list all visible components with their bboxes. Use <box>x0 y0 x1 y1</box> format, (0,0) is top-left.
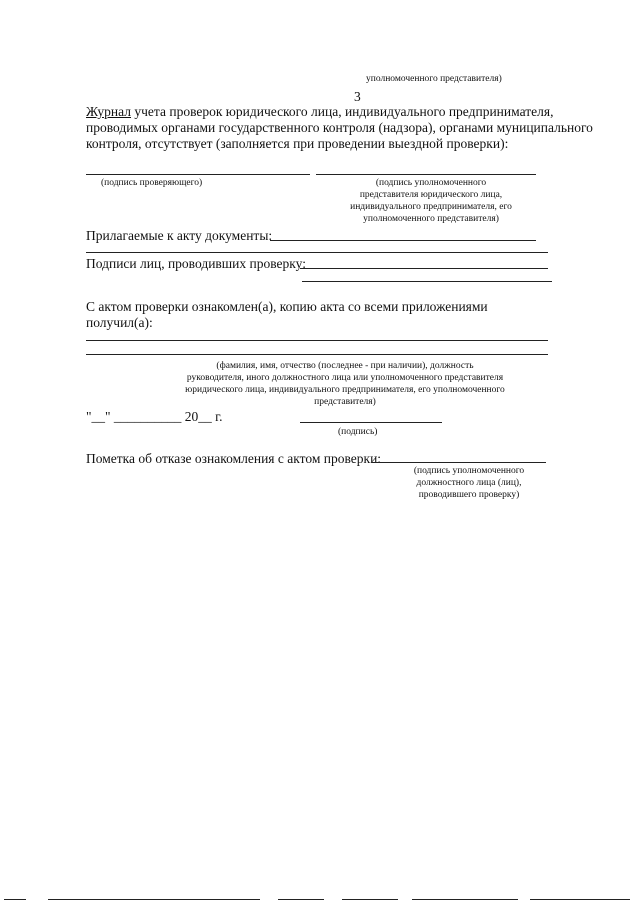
refusal-signature-line[interactable] <box>372 462 546 463</box>
inspectors-signatures-label: Подписи лиц, проводивших проверку: <box>86 256 306 271</box>
attached-docs-line-2[interactable] <box>86 252 548 253</box>
refusal-label: Пометка об отказе ознакомления с актом проверки: <box>86 451 382 466</box>
inspector-caption: (подпись проверяющего) <box>101 178 203 188</box>
attached-docs-line-1[interactable] <box>270 240 536 241</box>
attached-docs-label: Прилагаемые к акту документы: <box>86 228 273 243</box>
journal-line-1-rest: учета проверок юридического лица, индивидуального предпринимателя, <box>131 104 554 119</box>
acquainted-caption-4: представителя) <box>314 397 376 407</box>
acquainted-caption-1: (фамилия, имя, отчество (последнее - при наличии), должность <box>216 361 474 371</box>
rep-caption-1: (подпись уполномоченного <box>375 178 487 188</box>
refusal-caption-2: должностного лица (лиц), <box>416 478 522 488</box>
journal-word: Журнал <box>86 104 132 119</box>
acquainted-line-2: получил(а): <box>86 315 153 330</box>
acquainted-caption-2: руководителя, иного должностного лица или уполномоченного представителя <box>186 373 504 383</box>
journal-line-2: проводимых органами государственного контроля (надзора), органами муниципального <box>86 120 593 135</box>
date-field[interactable]: "__" __________ 20__ г. <box>86 409 223 424</box>
refusal-caption-1: (подпись уполномоченного <box>413 466 525 476</box>
acquainted-caption-3: юридического лица, индивидуального предпринимателя, его уполномоченного <box>185 385 505 395</box>
top-note: уполномоченного представителя) <box>366 74 502 84</box>
scan-mark <box>48 899 260 900</box>
scan-mark <box>4 899 26 900</box>
inspectors-signatures-line-2[interactable] <box>302 281 552 282</box>
rep-caption-4: уполномоченного представителя) <box>363 214 499 224</box>
inspectors-signatures-line-1[interactable] <box>300 268 548 269</box>
inspector-signature-line <box>86 174 310 175</box>
rep-caption-2: представителя юридического лица, <box>359 190 503 200</box>
signature-caption: (подпись) <box>338 427 378 437</box>
scan-mark <box>342 899 398 900</box>
signature-line[interactable] <box>300 422 442 423</box>
scan-mark <box>530 899 630 900</box>
acquainted-line-1: С актом проверки ознакомлен(а), копию акта со всеми приложениями <box>86 299 488 314</box>
journal-line-3: контроля, отсутствует (заполняется при проведении выездной проверки): <box>86 136 509 151</box>
refusal-caption-3: проводившего проверку) <box>418 490 520 500</box>
journal-line-1 <box>86 104 553 120</box>
page-number: 3 <box>354 89 361 104</box>
scan-mark <box>278 899 324 900</box>
representative-signature-line <box>316 174 536 175</box>
scan-mark <box>412 899 518 900</box>
acquainted-line-field-2[interactable] <box>86 354 548 355</box>
rep-caption-3: индивидуального предпринимателя, его <box>350 202 512 212</box>
acquainted-line-field-1[interactable] <box>86 340 548 341</box>
